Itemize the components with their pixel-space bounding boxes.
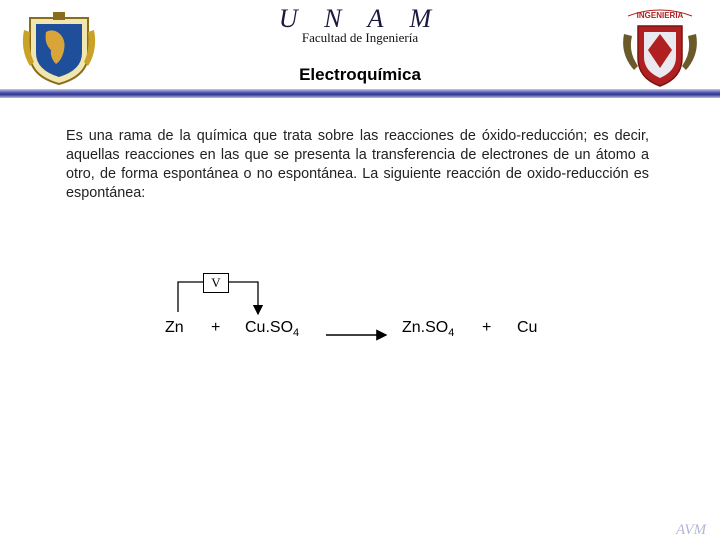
slide-title: Electroquímica [299,65,421,84]
reactant-cuso4-subscript: 4 [293,327,300,339]
product-znso4-base: Zn.SO [402,319,449,336]
faculty-subtitle: Facultad de Ingeniería [301,30,419,45]
intro-paragraph: Es una rama de la química que trata sobre las reacciones de óxido-reducción; es decir, aquellas reacciones en las que se presenta la transferencia de electrones de un átomo a otro, de forma espontánea o no espontánea. La siguiente reacción de oxido-reducción es espontánea: [66,128,649,201]
product-cu: Cu [517,319,538,336]
reactant-zn: Zn [165,319,184,336]
circuit-wire-left [178,282,203,312]
author-watermark: AVM [676,522,707,538]
plus-sign-left: + [211,319,221,336]
plus-sign-right: + [482,319,492,336]
reactant-cuso4-base: Cu.SO [245,319,294,336]
product-znso4 [402,319,454,339]
voltmeter-label: V [211,275,221,290]
reactant-cuso4 [245,319,299,339]
institution-title: U N A M [278,4,442,33]
voltmeter-box [203,273,229,293]
product-znso4-subscript: 4 [448,327,455,339]
ingenieria-logo-text: INGENIERIA [636,11,684,20]
circuit-wire-right [228,282,258,314]
